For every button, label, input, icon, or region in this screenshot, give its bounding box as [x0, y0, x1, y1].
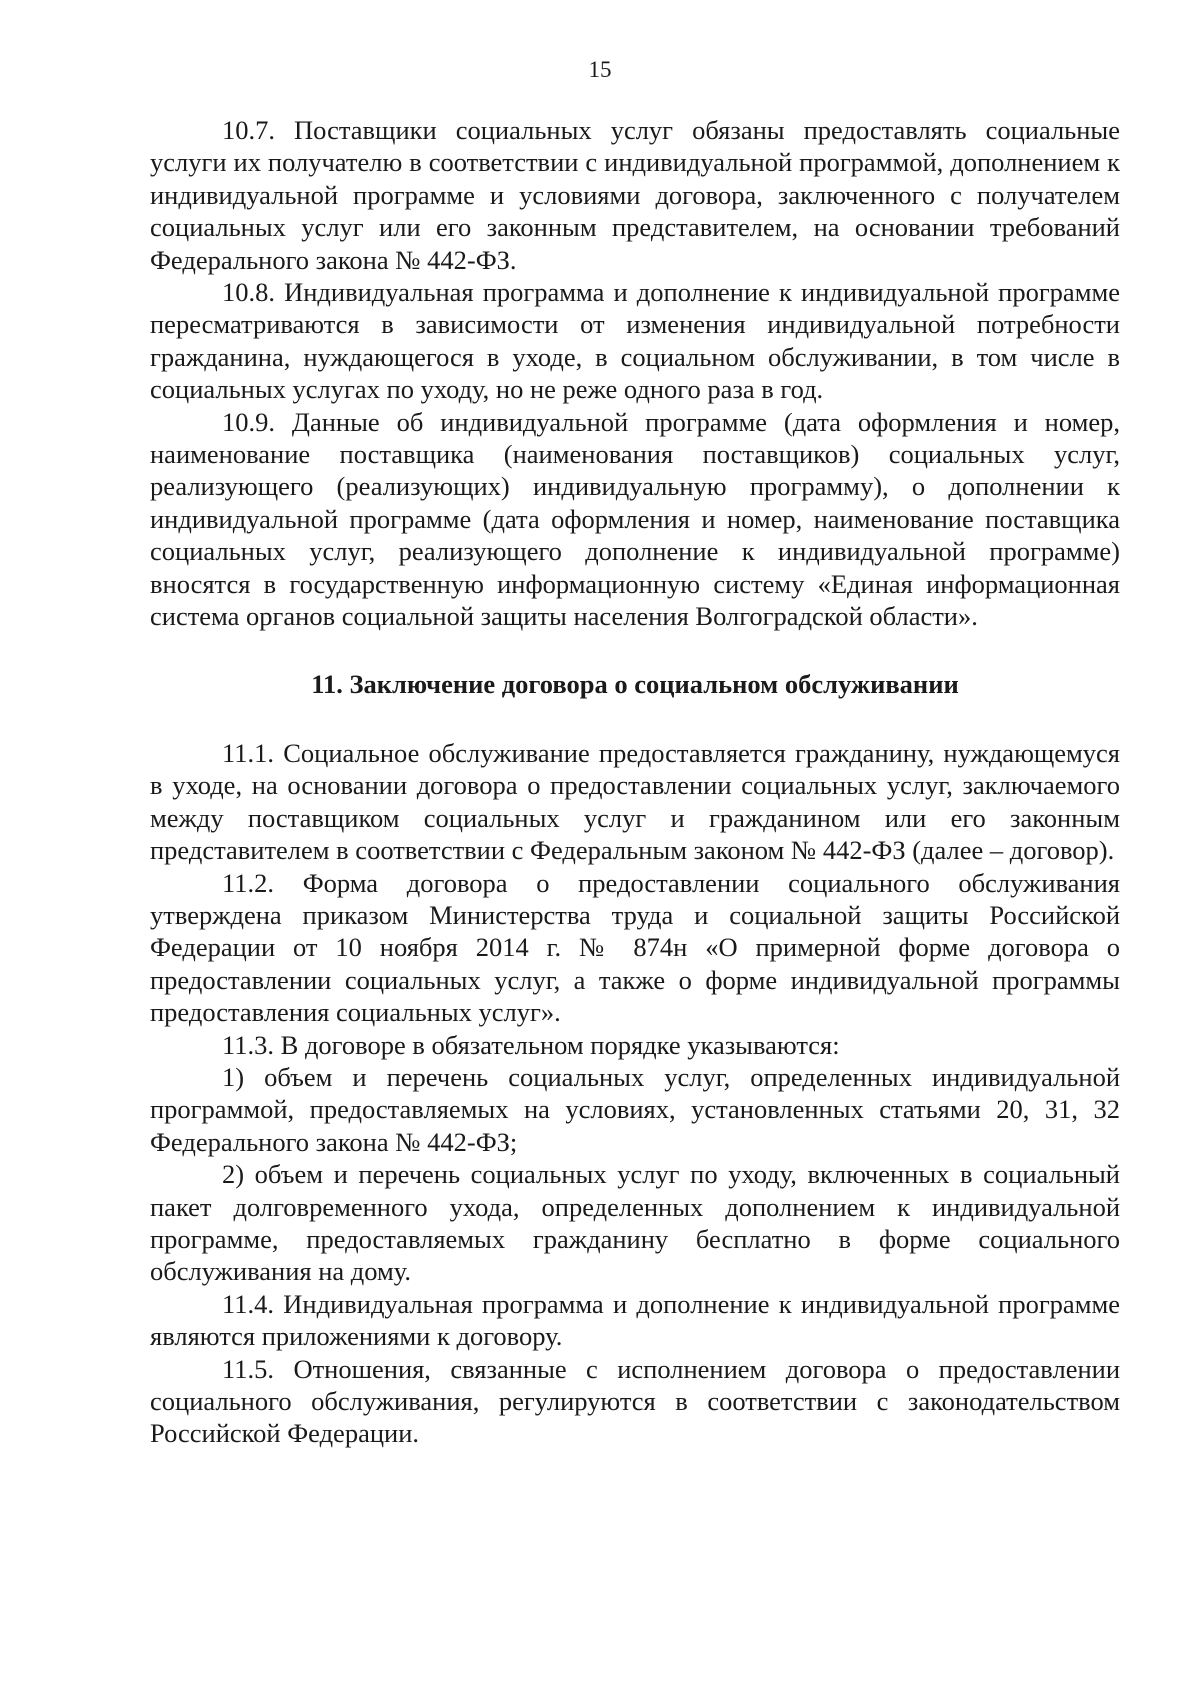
page-number: 15 [588, 57, 612, 82]
paragraph-11-4: 11.4. Индивидуальная программа и дополнение к индивидуальной программе являются приложениями к договору. [150, 1288, 1120, 1352]
paragraph-11-5: 11.5. Отношения, связанные с исполнением договора о предоставлении социального обслуживания, регулируются в соответствии с законодательством Российской Федерации. [150, 1353, 1120, 1449]
paragraph-10-9: 10.9. Данные об индивидуальной программе (дата оформления и номер, наименование поставщика (наименования поставщиков) социальных услуг, реализующего (реализующих) индивидуальную программу), о дополнении к индивидуальной программе (дата оформления и номер, наименование поставщика социальных услуг, реализующего дополнение к индивидуальной программе) вносятся в государственную информационную систему «Единая информационная система органов социальной защиты населения Волгоградской области». [150, 406, 1120, 632]
document-body [150, 114, 1120, 1450]
paragraph-11-2: 11.2. Форма договора о предоставлении социального обслуживания утверждена приказом Министерства труда и социальной защиты Российской Федерации от 10 ноября 2014 г. № 874н «О примерной форме договора о предоставлении социальных услуг, а также о форме индивидуальной программы предоставления социальных услуг». [150, 867, 1120, 1028]
section-11-heading: 11. Заключение договора о социальном обслуживании [311, 668, 959, 699]
list-item-11-3-2: 2) объем и перечень социальных услуг по уходу, включенных в социальный пакет долговременного ухода, определенных дополнением к индивидуальной программе, предоставляемых гражданину бесплатно в форме социального обслуживания на дому. [150, 1159, 1120, 1287]
list-item-11-3-1: 1) объем и перечень социальных услуг, определенных индивидуальной программой, предоставляемых на условиях, установленных статьями 20, 31, 32 Федерального закона № 442-ФЗ; [150, 1061, 1120, 1157]
paragraph-11-1: 11.1. Социальное обслуживание предоставляется гражданину, нуждающемуся в уходе, на основании договора о предоставлении социальных услуг, заключаемого между поставщиком социальных услуг и гражданином или его законным представителем в соответствии с Федеральным законом № 442-ФЗ (далее – договор). [150, 737, 1120, 866]
paragraph-10-7: 10.7. Поставщики социальных услуг обязаны предоставлять социальные услуги их получателю в соответствии с индивидуальной программой, дополнением к индивидуальной программе и условиями договора, заключенного с получателем социальных услуг или его законным представителем, на основании требований Федерального закона № 442-ФЗ. [150, 115, 1120, 275]
paragraph-11-3: 11.3. В договоре в обязательном порядке указываются: [222, 1029, 840, 1060]
paragraph-10-8: 10.8. Индивидуальная программа и дополнение к индивидуальной программе пересматриваются в зависимости от изменения индивидуальной потребности гражданина, нуждающегося в уходе, в социальном обслуживании, в том числе в социальных услугах по уходу, но не реже одного раза в год. [150, 277, 1120, 405]
